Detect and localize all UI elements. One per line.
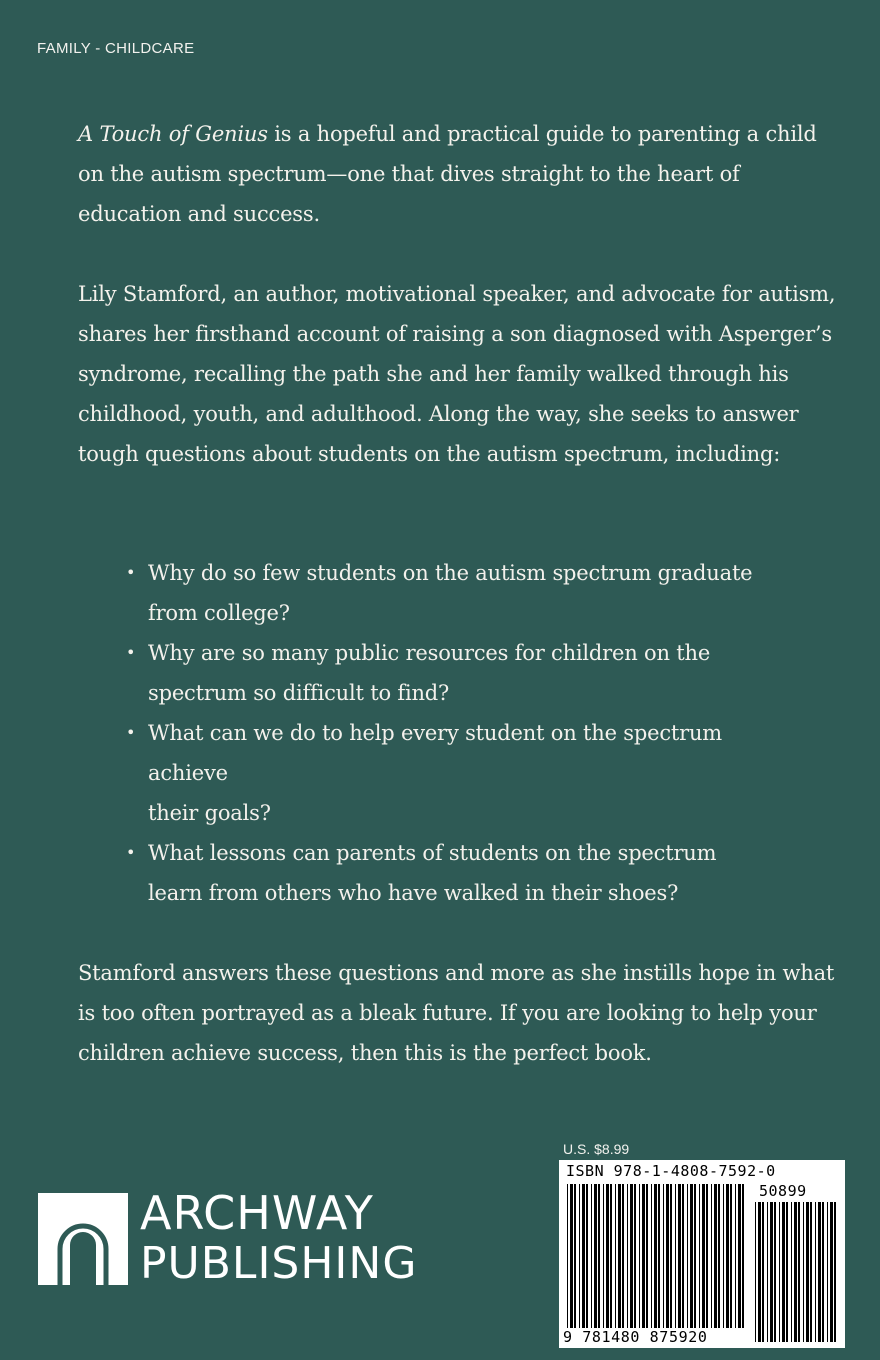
- barcode-bar: [718, 1184, 720, 1328]
- barcode-bar: [730, 1184, 732, 1328]
- price-label: U.S. $8.99: [563, 1141, 630, 1157]
- list-item-line: from college?: [148, 601, 290, 625]
- list-item-line: achieve: [148, 761, 228, 785]
- barcode-bar: [594, 1184, 597, 1328]
- barcode-bar: [755, 1202, 756, 1342]
- list-item-line: What can we do to help every student on the spectrum: [148, 721, 722, 745]
- barcode-bar: [591, 1184, 592, 1328]
- barcode-bar: [687, 1184, 688, 1328]
- barcode-bar: [806, 1202, 809, 1342]
- barcode-bar: [582, 1184, 585, 1328]
- barcode-bar: [630, 1184, 633, 1328]
- barcode-bar: [774, 1202, 776, 1342]
- barcode-bar: [779, 1202, 780, 1342]
- barcode-bar: [827, 1202, 828, 1342]
- barcode-bar: [714, 1184, 717, 1328]
- barcode-addon-bars: [755, 1202, 839, 1342]
- barcode-bar: [682, 1184, 684, 1328]
- barcode-bar: [639, 1184, 640, 1328]
- isbn-text: ISBN 978-1-4808-7592-0: [566, 1162, 776, 1180]
- barcode-bar: [618, 1184, 621, 1328]
- barcode-number: 9 781480 875920: [563, 1328, 708, 1346]
- barcode-bar: [567, 1184, 568, 1328]
- barcode-bar: [690, 1184, 693, 1328]
- barcode-bar: [770, 1202, 773, 1342]
- barcode-bar: [642, 1184, 645, 1328]
- closing-paragraph: Stamford answers these questions and more as she instills hope in what is too often portrayed as a bleak future. If you are looking to help your children achieve success, then this is the perfect book.: [78, 961, 835, 1065]
- list-item: [122, 633, 812, 713]
- barcode-bar: [810, 1202, 812, 1342]
- book-title: A Touch of Genius: [78, 122, 268, 146]
- barcode-bar: [598, 1184, 600, 1328]
- list-item: [122, 713, 812, 833]
- list-item-line: What lessons can parents of students on the spectrum: [148, 841, 717, 865]
- intro-paragraph: [78, 114, 838, 234]
- barcode-bar: [654, 1184, 657, 1328]
- bullet-icon: •: [126, 843, 136, 862]
- barcode-bar: [762, 1202, 764, 1342]
- barcode-bar: [634, 1184, 636, 1328]
- barcode-bar: [622, 1184, 624, 1328]
- barcode-bar: [658, 1184, 660, 1328]
- list-item-line: Why do so few students on the autism spectrum graduate: [148, 561, 753, 585]
- intro-text: is a hopeful and practical guide to parenting a child on the autism spectrum—one that dives straight to the heart of education and success.: [78, 122, 817, 226]
- list-item: [122, 833, 812, 913]
- barcode-bar: [818, 1202, 821, 1342]
- barcode-bar: [834, 1202, 836, 1342]
- barcode-bar: [702, 1184, 705, 1328]
- barcode-bar: [670, 1184, 672, 1328]
- list-item: [122, 553, 812, 633]
- barcode-bar: [706, 1184, 708, 1328]
- barcode-bar: [791, 1202, 792, 1342]
- barcode-bar: [586, 1184, 588, 1328]
- barcode-addon-number: 50899: [759, 1182, 807, 1200]
- list-item-line: their goals?: [148, 801, 271, 825]
- barcode-bar: [663, 1184, 664, 1328]
- arch-logo-icon: [38, 1193, 128, 1285]
- barcode-bar: [651, 1184, 652, 1328]
- bullet-icon: •: [126, 723, 136, 742]
- barcode-bar: [742, 1184, 744, 1328]
- barcode-bar: [803, 1202, 804, 1342]
- barcode-bar: [798, 1202, 800, 1342]
- publisher-name-line2: PUBLISHING: [140, 1238, 418, 1289]
- barcode-bar: [570, 1184, 573, 1328]
- barcode-bar: [711, 1184, 712, 1328]
- bullet-icon: •: [126, 643, 136, 662]
- barcode-bar: [767, 1202, 768, 1342]
- barcode-bar: [758, 1202, 761, 1342]
- barcode-bar: [627, 1184, 628, 1328]
- barcode-bar: [615, 1184, 616, 1328]
- barcode-bar: [675, 1184, 676, 1328]
- barcode-bar: [678, 1184, 681, 1328]
- barcode-bar: [794, 1202, 797, 1342]
- barcode-bar: [574, 1184, 576, 1328]
- barcode-bar: [822, 1202, 824, 1342]
- list-item-line: learn from others who have walked in their shoes?: [148, 881, 679, 905]
- questions-list: [122, 553, 812, 913]
- author-paragraph: Lily Stamford, an author, motivational speaker, and advocate for autism, shares her firsthand account of raising a son diagnosed with Asperger’s syndrome, recalling the path she and her family walked through his childhood, youth, and adulthood. Along the way, she seeks to answer tough questions about students on the autism spectrum, including:: [78, 282, 836, 466]
- barcode-bar: [603, 1184, 604, 1328]
- barcode-bar: [735, 1184, 736, 1328]
- barcode-bar: [786, 1202, 788, 1342]
- barcode-bar: [579, 1184, 580, 1328]
- list-item-line: spectrum so difficult to find?: [148, 681, 450, 705]
- barcode-bars: [567, 1184, 749, 1328]
- list-item-line: Why are so many public resources for children on the: [148, 641, 711, 665]
- barcode-bar: [666, 1184, 669, 1328]
- category-label: FAMILY - CHILDCARE: [37, 40, 195, 57]
- barcode-bar: [694, 1184, 696, 1328]
- barcode-bar: [726, 1184, 729, 1328]
- barcode-bar: [610, 1184, 612, 1328]
- barcode-panel: [559, 1160, 845, 1348]
- barcode-bar: [815, 1202, 816, 1342]
- barcode-bar: [606, 1184, 609, 1328]
- barcode-bar: [782, 1202, 785, 1342]
- publisher-name-line1: ARCHWAY: [140, 1186, 374, 1240]
- barcode-bar: [723, 1184, 724, 1328]
- barcode-bar: [738, 1184, 741, 1328]
- barcode-bar: [830, 1202, 833, 1342]
- barcode-bar: [699, 1184, 700, 1328]
- bullet-icon: •: [126, 563, 136, 582]
- barcode-bar: [646, 1184, 648, 1328]
